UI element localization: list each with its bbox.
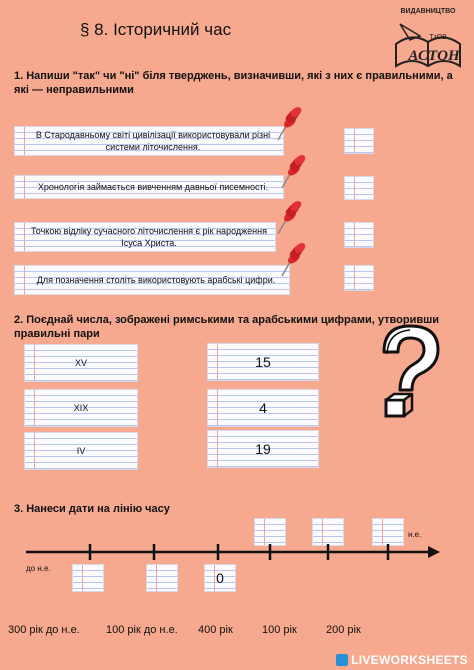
date-label-5[interactable]: 200 рік xyxy=(326,624,361,636)
arabic-card-2[interactable] xyxy=(207,389,319,427)
logo-name-text: АСТОН xyxy=(408,48,460,64)
timeline-box-lower-2[interactable] xyxy=(146,564,178,592)
q2-prompt: 2. Поєднай числа, зображені римськими та арабськими цифрами, утворивши правильні пари xyxy=(14,314,440,340)
push-pin-icon xyxy=(276,242,306,278)
statement-3 xyxy=(14,222,276,252)
zero-label: 0 xyxy=(216,570,224,586)
roman-value: XV xyxy=(74,358,87,368)
q1-prompt: 1. Напиши "так" чи "ні" біля тверджень, визначивши, які з них є правильними, а які — неправильними xyxy=(14,70,453,96)
before-era-label: до н.е. xyxy=(26,564,51,573)
answer-field-3[interactable] xyxy=(344,222,374,248)
statement-1-text: В Стародавньому світі цивілізації використовували різні системи літочислення. xyxy=(35,130,271,152)
arabic-card-3[interactable] xyxy=(207,430,319,468)
arabic-value: 4 xyxy=(259,400,267,416)
timeline-box-lower-1[interactable] xyxy=(72,564,104,592)
liveworksheets-icon xyxy=(336,654,348,666)
q3-prompt: 3. Нанеси дати на лінію часу xyxy=(14,503,170,515)
answer-field-4[interactable] xyxy=(344,265,374,291)
date-label-2[interactable]: 100 рік до н.е. xyxy=(106,624,178,636)
roman-card-2[interactable] xyxy=(24,389,138,427)
push-pin-icon xyxy=(272,200,302,236)
arabic-value: 19 xyxy=(255,441,271,457)
answer-field-1[interactable] xyxy=(344,128,374,154)
statement-3-text: Точкою відліку сучасного літочислення є рік народження Ісуса Христа. xyxy=(31,226,267,248)
date-label-4[interactable]: 100 рік xyxy=(262,624,297,636)
roman-value: IV xyxy=(76,446,86,456)
date-label-3[interactable]: 400 рік xyxy=(198,624,233,636)
arabic-value: 15 xyxy=(255,354,271,370)
timeline-axis xyxy=(22,540,442,564)
push-pin-icon xyxy=(272,106,302,142)
statement-2 xyxy=(14,175,284,199)
arabic-card-1[interactable] xyxy=(207,343,319,381)
liveworksheets-logo xyxy=(336,653,468,667)
after-era-label: н.е. xyxy=(408,530,422,539)
push-pin-icon xyxy=(276,154,306,190)
roman-value: XIX xyxy=(73,403,89,413)
logo-sub-text: ТзОВ xyxy=(429,34,447,41)
page-title: § 8. Історичний час xyxy=(80,20,232,39)
date-label-1[interactable]: 300 рік до н.е. xyxy=(8,624,80,636)
brand-text: LIVEWORKSHEETS xyxy=(351,653,468,667)
roman-card-1[interactable] xyxy=(24,344,138,382)
question-mark-icon xyxy=(374,322,446,426)
roman-card-3[interactable] xyxy=(24,432,138,470)
statement-2-text: Хронологія займається вивченням давньої писемності. xyxy=(37,182,269,192)
statement-4-text: Для позначення століть використовують арабські цифри. xyxy=(36,275,276,285)
statement-1 xyxy=(14,126,284,156)
timeline-zero-box xyxy=(204,564,236,592)
logo-top-text: ВИДАВНИЦТВО xyxy=(400,8,456,15)
answer-field-2[interactable] xyxy=(344,176,374,200)
statement-4 xyxy=(14,265,290,295)
